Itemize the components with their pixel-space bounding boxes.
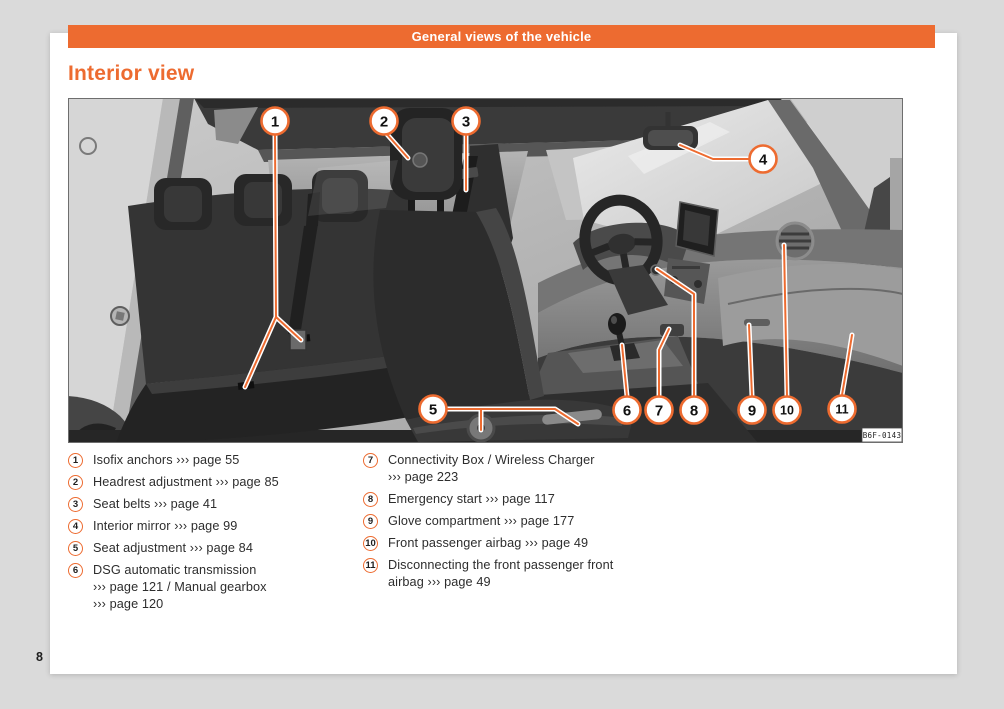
callout-1 — [262, 108, 289, 135]
legend-item-5 — [68, 540, 356, 557]
infotainment-screen — [676, 202, 718, 256]
svg-text:10: 10 — [780, 403, 794, 418]
legend-num-4: 4 — [68, 519, 83, 534]
callout-3 — [453, 108, 480, 135]
legend-num-2: 2 — [68, 475, 83, 490]
page-number: 8 — [36, 650, 43, 664]
callout-6 — [614, 397, 641, 424]
callout-10 — [774, 397, 801, 424]
legend-text: Seat adjustment ››› page 84 — [93, 541, 253, 555]
legend-text: ››› page 223 — [388, 470, 459, 484]
svg-text:1: 1 — [270, 113, 280, 131]
legend-text: Headrest adjustment ››› page 85 — [93, 475, 279, 489]
svg-text:6: 6 — [622, 402, 632, 420]
legend-item-2 — [68, 474, 356, 491]
legend-item-8 — [363, 491, 698, 508]
legend-text: ››› page 120 — [93, 597, 164, 611]
legend-item-7 — [363, 452, 698, 486]
legend-item-4 — [68, 518, 356, 535]
legend-num-9: 9 — [363, 514, 378, 529]
chapter-header-bar — [68, 25, 935, 48]
callout-9 — [739, 397, 766, 424]
legend-item-6 — [68, 562, 356, 613]
callout-5 — [420, 396, 447, 423]
window-highlight — [308, 160, 398, 216]
callout-8 — [681, 397, 708, 424]
legend-text: DSG automatic transmission — [93, 563, 257, 577]
legend-num-6: 6 — [68, 563, 83, 578]
wireless-charger-tray — [660, 324, 684, 336]
legend-num-8: 8 — [363, 492, 378, 507]
legend-item-10 — [363, 535, 698, 552]
svg-text:5: 5 — [428, 401, 438, 419]
car-interior-illustration — [68, 98, 903, 443]
callout-2 — [371, 108, 398, 135]
legend-num-10: 10 — [363, 536, 378, 551]
figure-code-label — [862, 428, 902, 442]
legend-num-1: 1 — [68, 453, 83, 468]
legend-text: Interior mirror ››› page 99 — [93, 519, 238, 533]
callout-4 — [750, 146, 777, 173]
door-latch — [111, 307, 129, 325]
legend-text: Disconnecting the front passenger front — [388, 558, 614, 572]
legend-text: Front passenger airbag ››› page 49 — [388, 536, 589, 550]
legend-text: ››› page 121 / Manual gearbox — [93, 580, 267, 594]
interior-view-figure — [68, 98, 903, 443]
legend-num-11: 11 — [363, 558, 378, 573]
legend-text: Isofix anchors ››› page 55 — [93, 453, 240, 467]
headrest-adjust-button — [413, 153, 427, 167]
svg-text:3: 3 — [461, 113, 471, 131]
legend-num-3: 3 — [68, 497, 83, 512]
legend-item-9 — [363, 513, 698, 530]
legend-text: airbag ››› page 49 — [388, 575, 491, 589]
legend-text: Glove compartment ››› page 177 — [388, 514, 575, 528]
svg-text:8: 8 — [689, 402, 699, 420]
callout-7 — [646, 397, 673, 424]
svg-text:4: 4 — [758, 151, 768, 169]
legend-text: Seat belts ››› page 41 — [93, 497, 218, 511]
legend-right-column — [363, 452, 698, 596]
chapter-title: General views of the vehicle — [411, 29, 592, 44]
svg-text:B6F-0143: B6F-0143 — [862, 431, 902, 440]
svg-text:11: 11 — [835, 402, 849, 417]
legend-text: Connectivity Box / Wireless Charger — [388, 453, 595, 467]
svg-text:2: 2 — [379, 113, 389, 131]
svg-text:7: 7 — [654, 402, 664, 420]
legend-item-1 — [68, 452, 356, 469]
legend-num-7: 7 — [363, 453, 378, 468]
legend-item-3 — [68, 496, 356, 513]
legend-num-5: 5 — [68, 541, 83, 556]
callout-11 — [829, 396, 856, 423]
page-title: Interior view — [68, 62, 195, 85]
legend-item-11 — [363, 557, 698, 591]
svg-text:9: 9 — [747, 402, 757, 420]
legend-left-column — [68, 452, 356, 618]
legend-text: Emergency start ››› page 117 — [388, 492, 555, 506]
